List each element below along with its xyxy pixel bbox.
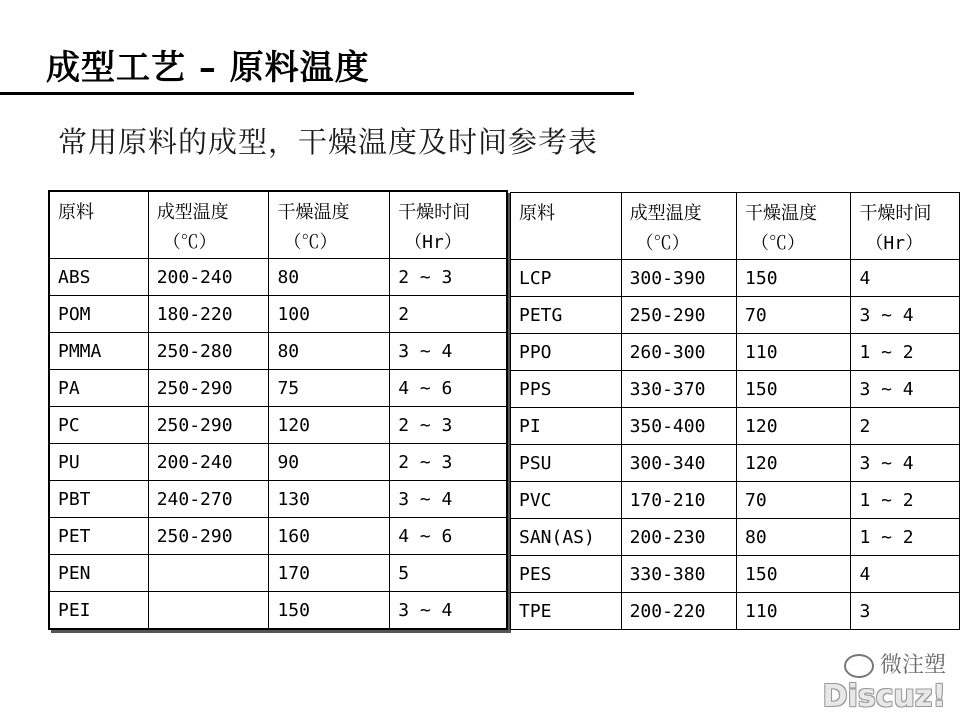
watermark-account-name: 微注塑 bbox=[879, 653, 946, 678]
table-row bbox=[511, 593, 960, 630]
cell-dry-temp: 130 bbox=[269, 481, 390, 518]
cell-dry-time: 2 bbox=[390, 296, 507, 333]
page-title: 成型工艺 – 原料温度 bbox=[46, 48, 370, 88]
table-row bbox=[49, 518, 507, 555]
cell-dry-temp: 90 bbox=[269, 444, 390, 481]
watermark bbox=[823, 648, 946, 714]
header-dry-temp bbox=[269, 191, 390, 259]
table-row bbox=[49, 592, 507, 630]
table-row bbox=[511, 371, 960, 408]
header-dry-temp-label: 干燥温度 bbox=[745, 203, 818, 224]
cell-dry-time: 2 ~ 3 bbox=[390, 259, 507, 296]
table-row bbox=[49, 555, 507, 592]
cell-mold-temp: 180-220 bbox=[148, 296, 269, 333]
cell-dry-temp: 120 bbox=[269, 407, 390, 444]
material-table-left bbox=[48, 190, 508, 630]
cell-dry-temp: 80 bbox=[269, 333, 390, 370]
cell-dry-time: 2 bbox=[851, 408, 960, 445]
table-row bbox=[49, 259, 507, 296]
header-dry-temp-label: 干燥温度 bbox=[277, 202, 350, 223]
table-row bbox=[511, 260, 960, 297]
header-dry-time bbox=[390, 191, 507, 259]
cell-dry-time: 3 ~ 4 bbox=[390, 592, 507, 630]
header-material: 原料 bbox=[511, 193, 622, 260]
cell-material: PPO bbox=[511, 334, 622, 371]
cell-material: PU bbox=[49, 444, 148, 481]
cell-mold-temp: 200-240 bbox=[148, 444, 269, 481]
cell-dry-temp: 80 bbox=[737, 519, 851, 556]
cell-material: PC bbox=[49, 407, 148, 444]
table-row bbox=[511, 556, 960, 593]
cell-material: PA bbox=[49, 370, 148, 407]
table-header-row bbox=[49, 191, 507, 259]
cell-material: PETG bbox=[511, 297, 622, 334]
cell-dry-temp: 150 bbox=[737, 260, 851, 297]
cell-material: PSU bbox=[511, 445, 622, 482]
cell-mold-temp bbox=[148, 592, 269, 630]
cell-dry-temp: 80 bbox=[269, 259, 390, 296]
cell-mold-temp: 200-240 bbox=[148, 259, 269, 296]
table-body-right bbox=[511, 260, 960, 630]
header-dry-time-unit: （Hr） bbox=[404, 232, 462, 253]
header-mold-temp-label: 成型温度 bbox=[629, 203, 702, 224]
cell-material: PMMA bbox=[49, 333, 148, 370]
table-row bbox=[49, 407, 507, 444]
cell-mold-temp: 260-300 bbox=[621, 334, 736, 371]
table-row bbox=[49, 296, 507, 333]
cell-dry-time: 3 ~ 4 bbox=[851, 371, 960, 408]
cell-dry-temp: 75 bbox=[269, 370, 390, 407]
cell-material: LCP bbox=[511, 260, 622, 297]
header-dry-time-unit: （Hr） bbox=[865, 233, 924, 254]
header-dry-temp-unit: （℃） bbox=[751, 233, 806, 254]
header-mold-temp-label: 成型温度 bbox=[156, 202, 229, 223]
table-row bbox=[511, 408, 960, 445]
cell-dry-temp: 120 bbox=[737, 445, 851, 482]
cell-dry-temp: 70 bbox=[737, 482, 851, 519]
cell-dry-temp: 110 bbox=[737, 334, 851, 371]
cell-dry-temp: 110 bbox=[737, 593, 851, 630]
cell-dry-temp: 150 bbox=[737, 371, 851, 408]
cell-material: PES bbox=[511, 556, 622, 593]
cell-dry-time: 3 ~ 4 bbox=[390, 333, 507, 370]
table-row bbox=[511, 519, 960, 556]
cell-dry-time: 2 ~ 3 bbox=[390, 444, 507, 481]
cell-mold-temp: 170-210 bbox=[621, 482, 736, 519]
title-divider bbox=[0, 92, 634, 95]
cell-dry-time: 2 ~ 3 bbox=[390, 407, 507, 444]
cell-material: PEI bbox=[49, 592, 148, 630]
cell-dry-time: 4 bbox=[851, 556, 960, 593]
watermark-account bbox=[823, 648, 946, 679]
cell-dry-time: 1 ~ 2 bbox=[851, 519, 960, 556]
cell-mold-temp: 330-380 bbox=[621, 556, 736, 593]
cell-dry-temp: 70 bbox=[737, 297, 851, 334]
cell-mold-temp: 250-280 bbox=[148, 333, 269, 370]
cell-dry-time: 3 ~ 4 bbox=[851, 297, 960, 334]
table-row bbox=[49, 370, 507, 407]
table-row bbox=[511, 445, 960, 482]
cell-material: POM bbox=[49, 296, 148, 333]
header-dry-time-label: 干燥时间 bbox=[398, 202, 471, 223]
cell-mold-temp: 300-390 bbox=[621, 260, 736, 297]
page-subtitle: 常用原料的成型，干燥温度及时间参考表 bbox=[58, 125, 599, 159]
table-body-left bbox=[49, 259, 507, 630]
table-row bbox=[511, 334, 960, 371]
cell-mold-temp: 250-290 bbox=[148, 407, 269, 444]
table-row bbox=[511, 482, 960, 519]
header-dry-time bbox=[851, 193, 960, 260]
cell-material: PI bbox=[511, 408, 622, 445]
cell-mold-temp: 300-340 bbox=[621, 445, 736, 482]
cell-dry-time: 4 bbox=[851, 260, 960, 297]
cell-dry-temp: 160 bbox=[269, 518, 390, 555]
header-dry-temp-unit: （℃） bbox=[283, 232, 338, 253]
cell-dry-temp: 150 bbox=[269, 592, 390, 630]
cell-dry-time: 4 ~ 6 bbox=[390, 370, 507, 407]
header-mold-temp bbox=[621, 193, 736, 260]
table-header-row bbox=[511, 193, 960, 260]
cell-dry-time: 1 ~ 2 bbox=[851, 482, 960, 519]
cell-mold-temp: 330-370 bbox=[621, 371, 736, 408]
table-row bbox=[49, 333, 507, 370]
wechat-icon bbox=[844, 654, 874, 678]
table-row bbox=[49, 481, 507, 518]
cell-dry-time: 3 ~ 4 bbox=[851, 445, 960, 482]
cell-dry-time: 3 ~ 4 bbox=[390, 481, 507, 518]
table-row bbox=[49, 444, 507, 481]
cell-mold-temp: 250-290 bbox=[148, 370, 269, 407]
cell-dry-temp: 120 bbox=[737, 408, 851, 445]
cell-dry-temp: 150 bbox=[737, 556, 851, 593]
cell-dry-temp: 170 bbox=[269, 555, 390, 592]
cell-mold-temp: 350-400 bbox=[621, 408, 736, 445]
cell-mold-temp: 250-290 bbox=[621, 297, 736, 334]
cell-mold-temp: 240-270 bbox=[148, 481, 269, 518]
header-mold-temp-unit: （℃） bbox=[162, 232, 217, 253]
cell-material: PPS bbox=[511, 371, 622, 408]
cell-mold-temp bbox=[148, 555, 269, 592]
cell-mold-temp: 250-290 bbox=[148, 518, 269, 555]
cell-dry-time: 5 bbox=[390, 555, 507, 592]
cell-material: TPE bbox=[511, 593, 622, 630]
header-dry-time-label: 干燥时间 bbox=[859, 203, 932, 224]
cell-dry-time: 3 bbox=[851, 593, 960, 630]
cell-dry-time: 1 ~ 2 bbox=[851, 334, 960, 371]
cell-material: PVC bbox=[511, 482, 622, 519]
header-material: 原料 bbox=[49, 191, 148, 259]
cell-mold-temp: 200-230 bbox=[621, 519, 736, 556]
cell-material: PEN bbox=[49, 555, 148, 592]
material-table-right bbox=[510, 192, 960, 630]
cell-material: PBT bbox=[49, 481, 148, 518]
watermark-logo: Discuz! bbox=[822, 679, 946, 714]
cell-mold-temp: 200-220 bbox=[621, 593, 736, 630]
cell-material: SAN(AS) bbox=[511, 519, 622, 556]
header-mold-temp bbox=[148, 191, 269, 259]
cell-dry-temp: 100 bbox=[269, 296, 390, 333]
header-dry-temp bbox=[737, 193, 851, 260]
cell-dry-time: 4 ~ 6 bbox=[390, 518, 507, 555]
cell-material: ABS bbox=[49, 259, 148, 296]
cell-material: PET bbox=[49, 518, 148, 555]
header-mold-temp-unit: （℃） bbox=[635, 233, 690, 254]
table-row bbox=[511, 297, 960, 334]
